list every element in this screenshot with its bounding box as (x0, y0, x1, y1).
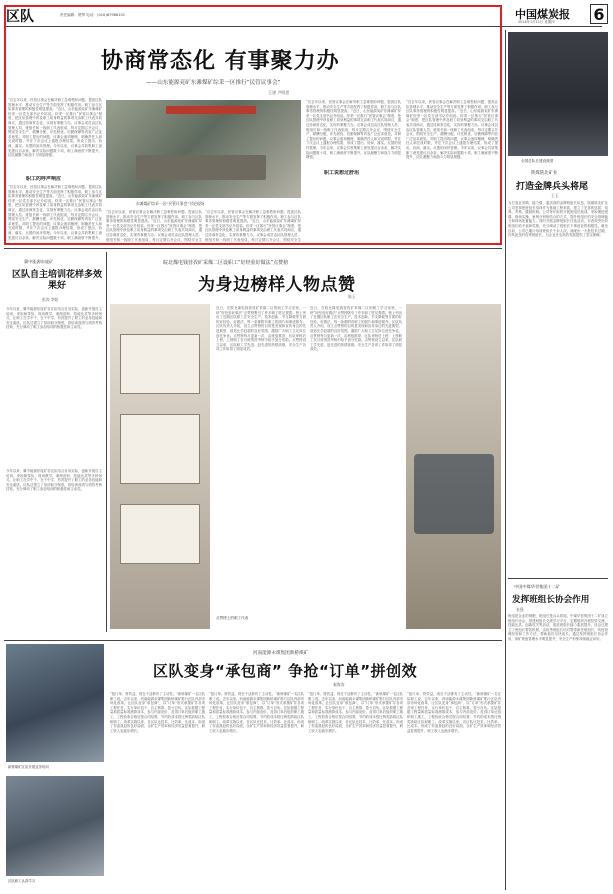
leftmid-body-2: 今年以来，冀中能源东庞矿各区队结合自身实际，创新开展自主培训，采取师带徒、现场教学、案例剖析、技能比武等多种形式，让职工在学中干、在干中学，有效提升了职工的业务技能和安全素质。区队还建立了培训积分制度，将培训成绩与绩效考核挂钩，充分调动了职工参加培训的积极性和主动性。 (6, 469, 102, 492)
lead-story (6, 30, 500, 243)
board-photo-1 (120, 334, 200, 394)
bottom-story-rule (4, 640, 502, 641)
center-story (108, 252, 503, 637)
lead-body-col4: “自去年以来，民管议事会在解决职工急难愁盼问题、提高区队管理水平、推动安全生产等方面发挥了积极作用，职工参与区队事务管理的积极性明显提高。”近日，山东能源兖矿东滩煤矿综采一区党支部书记介绍说。综采一区推行“民管议事会”制度，把区队管理中涉及职工切身利益的事项交由职工代表共同商议，通过协商常态化，实现有事聚力办。议事会成员由区队管理人员、班组长和一线职工代表组成，每月定期召开会议，围绕安全生产、薪酬分配、评先树优、后勤保障等内容广泛征求意见。对职工提出的问题，议事会逐项梳理，明确责任人和完成时限，并在下次会议上通报办理结果，形成了提出、协商、落实、反馈的闭环管理。今年以来，议事会共收集职工意见建议百余条，解决实际问题数十项，职工满意度不断提升，区队凝聚力和战斗力明显增强。 (306, 100, 401, 160)
feature2-byline: 张强 (516, 607, 524, 612)
page-number: 6 (590, 4, 608, 24)
leftmid-body-1: 今年以来，冀中能源东庞矿各区队结合自身实际，创新开展自主培训，采取师带徒、现场教学、案例剖析、技能比武等多种形式，让职工在学中干、在干中学，有效提升了职工的业务技能和安全素质。区队还建立了培训积分制度，将培训成绩与绩效考核挂钩，充分调动了职工参加培训的积极性和主动性。 (6, 307, 102, 330)
lead-photo (106, 100, 301, 198)
lead-bottom-rule (4, 248, 502, 249)
lead-body-col3: “自去年以来，民管议事会在解决职工急难愁盼问题、提高区队管理水平、推动安全生产等方面发挥了积极作用，职工参与区队事务管理的积极性明显提高。”近日，山东能源兖矿东滩煤矿综采一区党支部书记介绍说。综采一区推行“民管议事会”制度，把区队管理中涉及职工切身利益的事项交由职工代表共同商议，通过协商常态化，实现有事聚力办。议事会成员由区队管理人员、班组长和一线职工代表组成，每月定期召开会议，围绕安全生 (205, 210, 301, 242)
feature-divider (508, 578, 608, 579)
lead-body-col1: “自去年以来，民管议事会在解决职工急难愁盼问题、提高区队管理水平、推动安全生产等方面发挥了积极作用，职工参与区队事务管理的积极性明显提高。”近日，山东能源兖矿东滩煤矿综采一区党支部书记介绍说。综采一区推行“民管议事会”制度，把区队管理中涉及职工切身利益的事项交由职工代表共同商议，通过协商常态化，实现有事聚力办。议事会成员由区队管理人员、班组长和一线职工代表组成，每月定期召开会议，围绕安全生产、薪酬分配、评先树优、后勤保障等内容广泛征求意见。对职工提出的问题，议事会逐项梳理，明确责任人和完成时限，并在下次会议上通报办理结果，形成了提出、协商、落实、反馈的闭环管理。今年以来，议事会共收集职工意见建议百余条，解决实际问题数十项，职工满意度不断提升，区队凝聚力和战斗力明显增强。 (8, 98, 102, 158)
bottom-body-col2: “抢订单、拼效益，现在干活都有了主动性。”新桥煤矿一名区队职工说。去年以来，河南能源永煤集团新桥煤矿推行区队内部市场化改革，让区队变身“承包商”，以“订单”形式承揽矿井各项工程任务，实行单价包干、自主核算、盈亏自负。区队根据工程量和质量标准测算成本，参与内部竞价，竞得订单后组织职工施工，工程验收合格后按合同结算，节约的成本按比例奖励给区队和职工。改革实施以来，各区队比技术、比效率、比成本，形成了你追我赶的良好局面，全矿生产效率和经济效益显著提升，职工收入也稳步增长。 (209, 692, 304, 733)
feature1-kicker: 陕煤陕北矿业 (531, 171, 558, 176)
bottom-body-col1: “抢订单、拼效益，现在干活都有了主动性。”新桥煤矿一名区队职工说。去年以来，河南能源永煤集团新桥煤矿推行区队内部市场化改革，让区队变身“承包商”，以“订单”形式承揽矿井各项工程任务，实行单价包干、自主核算、盈亏自负。区队根据工程量和质量标准测算成本，参与内部竞价，竞得订单后组织职工施工，工程验收合格后按合同结算，节约的成本按比例奖励给区队和职工。改革实施以来，各区队比技术、比效率、比成本，形成了你追我赶的良好局面，全矿生产效率和经济效益显著提升，职工收入也稳步增长。 (110, 692, 205, 733)
lead-headline: 协商常态化 有事聚力办 (101, 49, 340, 74)
left-mid-divider (106, 252, 107, 632)
center-headline: 为身边榜样人物点赞 (198, 275, 356, 295)
feature2-headline: 发挥班组长协会作用 (512, 595, 590, 605)
feature2-body: 班组是企业的细胞，班组长是兵头将尾。中煤华晋集团十二矿成立班组长协会，搭建班组长交流学习平台，定期组织开展经验交流、技能比武、创新攻关等活动，促进班组长能力素质提升。协会还建立了班组长帮扶机制，由优秀班组长结对帮带新任班组长，传授管理经验和工作方法，帮助他们尽快成长。通过发挥班组长协会作用，该矿班组管理水平明显提升，安全生产形势持续稳定向好。 (508, 614, 608, 641)
lead-photo-caption: 东滩煤矿综采一区“民管议事会”讨论现场 (136, 201, 205, 206)
lead-body-col5: “自去年以来，民管议事会在解决职工急难愁盼问题、提高区队管理水平、推动安全生产等方面发挥了积极作用，职工参与区队事务管理的积极性明显提高。”近日，山东能源兖矿东滩煤矿综采一区党支部书记介绍说。综采一区推行“民管议事会”制度，把区队管理中涉及职工切身利益的事项交由职工代表共同商议，通过协商常态化，实现有事聚力办。议事会成员由区队管理人员、班组长和一线职工代表组成，每月定期召开会议，围绕安全生产、薪酬分配、评先树优、后勤保障等内容广泛征求意见。对职工提出的问题，议事会逐项梳理，明确责任人和完成时限，并在下次会议上通报办理结果，形成了提出、协商、落实、反馈的闭环管理。今年以来，议事会共收集职工意见建议百余条，解决实际问题数十项，职工满意度不断提升，区队凝聚力和战斗力明显增强。 (406, 100, 498, 160)
center-byline: 陈玉 (348, 294, 356, 299)
bottom-photo-1 (6, 644, 104, 762)
feature1-body: 为打造业务精、能力强、素质高的金牌班组长队伍，陕煤陕北矿业公司坚持把班组长培训作为基础工程来抓，建立了完善的选拔、培养、考核、激励机制。公司每年组织开展班组长轮训，采取理论授课、现场实操、案例分析相结合的方式，提升班组长的安全管理能力和现场处置能力。同时开展金牌班组长评选活动，对表现突出的班组长给予表彰奖励，充分调动了班组长干事创业的积极性。截至目前，公司已累计培训班组长千余人次，涌现出一大批技术过硬、作风优良的优秀班组长，为企业安全高效发展提供了坚实保障。 (508, 201, 608, 238)
bottom-body-col4: “抢订单、拼效益，现在干活都有了主动性。”新桥煤矿一名区队职工说。去年以来，河南能源永煤集团新桥煤矿推行区队内部市场化改革，让区队变身“承包商”，以“订单”形式承揽矿井各项工程任务，实行单价包干、自主核算、盈亏自负。区队根据工程量和质量标准测算成本，参与内部竞价，竞得订单后组织职工施工，工程验收合格后按合同结算，节约的成本按比例奖励给区队和职工。改革实施以来，各区队比技术、比效率、比成本，形成了你追我赶的良好局面，全矿生产效率和经济效益显著提升，职工收入也稳步增长。 (407, 692, 501, 733)
right-column-divider (505, 30, 506, 890)
bottom-left-photos (6, 644, 104, 894)
bottom-photo-caption-2: 区队职工认真学习 (8, 879, 36, 883)
center-right-photo (406, 304, 501, 629)
bottom-body-col3: “抢订单、拼效益，现在干活都有了主动性。”新桥煤矿一名区队职工说。去年以来，河南能源永煤集团新桥煤矿推行区队内部市场化改革，让区队变身“承包商”，以“订单”形式承揽矿井各项工程任务，实行单价包干、自主核算、盈亏自负。区队根据工程量和质量标准测算成本，参与内部竞价，竞得订单后组织职工施工，工程验收合格后按合同结算，节约的成本按比例奖励给区队和职工。改革实施以来，各区队比技术、比效率、比成本，形成了你追我赶的良好局面，全矿生产效率和经济效益显著提升，职工收入也稳步增长。 (308, 692, 403, 733)
leftmid-kicker: 冀中能源东庞矿 (24, 259, 54, 264)
left-mid-column (6, 252, 104, 637)
leftmid-byline: 彭涛 李阳 (42, 297, 59, 302)
center-photo (110, 304, 210, 629)
feature1-headline: 打造金牌兵头将尾 (516, 182, 589, 192)
lead-body-col1b: “自去年以来，民管议事会在解决职工急难愁盼问题、提高区队管理水平、推动安全生产等方面发挥了积极作用，职工参与区队事务管理的积极性明显提高。”近日，山东能源兖矿东滩煤矿综采一区党支部书记介绍说。综采一区推行“民管议事会”制度，把区队管理中涉及职工切身利益的事项交由职工代表共同商议，通过协商常态化，实现有事聚力办。议事会成员由区队管理人员、班组长和一线职工代表组成，每月定期召开会议，围绕安全生产、薪酬分配、评先树优、后勤保障等内容广泛征求意见。对职工提出的问题，议事会逐项梳理，明确责任人和完成时限，并在下次会议上通报办理结果，形成了提出、协商、落实、反馈的闭环管理。今年以来，议事会共收集职工意见建议百余条，解决实际问题数十项，职工满意度不断提升， (8, 185, 102, 240)
section-title: 区队 (6, 9, 34, 25)
photo-banner (166, 106, 256, 114)
board-photo-2 (120, 414, 200, 484)
date-line: 2024年1月11日 星期四 (518, 20, 555, 24)
board-photo-3 (120, 504, 200, 564)
lead-section-title-1: 职工的呼声响应 (26, 176, 62, 182)
lead-section-title-2: 职工说想过舒坦 (324, 170, 384, 176)
feature1-byline: 王玉 (551, 193, 559, 198)
workers-group (414, 454, 494, 534)
center-kicker: 皖北煤电钱营孜矿采煤二区设职工“好经验好做法”点赞榜 (163, 260, 289, 266)
right-column (506, 30, 610, 894)
bottom-photo-caption-1: 新桥煤矿区队开展业务培训 (8, 765, 49, 769)
center-body-col1: 近日，在皖北煤电钱营孜矿采煤二区的职工学习室里，一块“好经验好做法”点赞榜吸引了许多职工驻足观看。榜上列出了近期区队职工在安全生产、技术创新、节支降耗等方面的好经验、好做法，每一条都附有职工的照片和事迹简介。区队负责人介绍，设立点赞榜的目的是发现和宣传身边的先进典型，营造比学赶超的良好氛围，激励广大职工立足岗位创先争优。点赞榜每月更新一次，由班组推荐、区队审核后上榜，上榜职工在月度绩效考核中给予加分奖励。点赞榜设立以来，区队职工学先进、赶先进的热情高涨，安全生产各项工作取得了明显成效。 (216, 306, 306, 352)
bottom-story (108, 644, 503, 894)
bottom-photo-2 (6, 776, 104, 876)
editor-line: 责任编辑：樊琴 电话：(010)87986101 (60, 13, 126, 17)
right-top-photo (508, 32, 608, 156)
bottom-kicker: 河南能源永煤集团新桥煤矿 (253, 651, 309, 656)
leftmid-headline: 区队自主培训花样多效果好 (12, 270, 103, 291)
center-body-col2: 近日，在皖北煤电钱营孜矿采煤二区的职工学习室里，一块“好经验好做法”点赞榜吸引了许多职工驻足观看。榜上列出了近期区队职工在安全生产、技术创新、节支降耗等方面的好经验、好做法，每一条都附有职工的照片和事迹简介。区队负责人介绍，设立点赞榜的目的是发现和宣传身边的先进典型，营造比学赶超的良好氛围，激励广大职工立足岗位创先争优。点赞榜每月更新一次，由班组推荐、区队审核后上榜，上榜职工在月度绩效考核中给予加分奖励。点赞榜设立以来，区队职工学先进、赶先进的热情高涨，安全生产各项工作取得了明显成效。 (310, 306, 402, 352)
photo-table (136, 155, 266, 180)
bottom-headline: 区队变身“承包商” 争抢“订单”拼创效 (153, 662, 418, 680)
lead-byline: 王建 尹明恩 (268, 90, 290, 95)
lead-body-col2: “自去年以来，民管议事会在解决职工急难愁盼问题、提高区队管理水平、推动安全生产等方面发挥了积极作用，职工参与区队事务管理的积极性明显提高。”近日，山东能源兖矿东滩煤矿综采一区党支部书记介绍说。综采一区推行“民管议事会”制度，把区队管理中涉及职工切身利益的事项交由职工代表共同商议，通过协商常态化，实现有事聚力办。议事会成员由区队管理人员、班组长和一线职工代表组成，每月定期召开会议，围绕安全生 (106, 210, 202, 242)
feature2-kicker: 中国中煤华晋集团十二矿 (514, 584, 561, 589)
paper-name: 中国煤炭报 (515, 8, 570, 21)
bottom-byline: 秦海涛 (333, 682, 345, 687)
lead-subheadline: ——山东能源兖矿东滩煤矿综采一区推行“民管议事会” (146, 80, 281, 86)
center-photo-caption: 点赞榜上的职工代表 (216, 616, 249, 620)
right-top-photo-caption: 全国总队长建设典型 (521, 159, 554, 163)
